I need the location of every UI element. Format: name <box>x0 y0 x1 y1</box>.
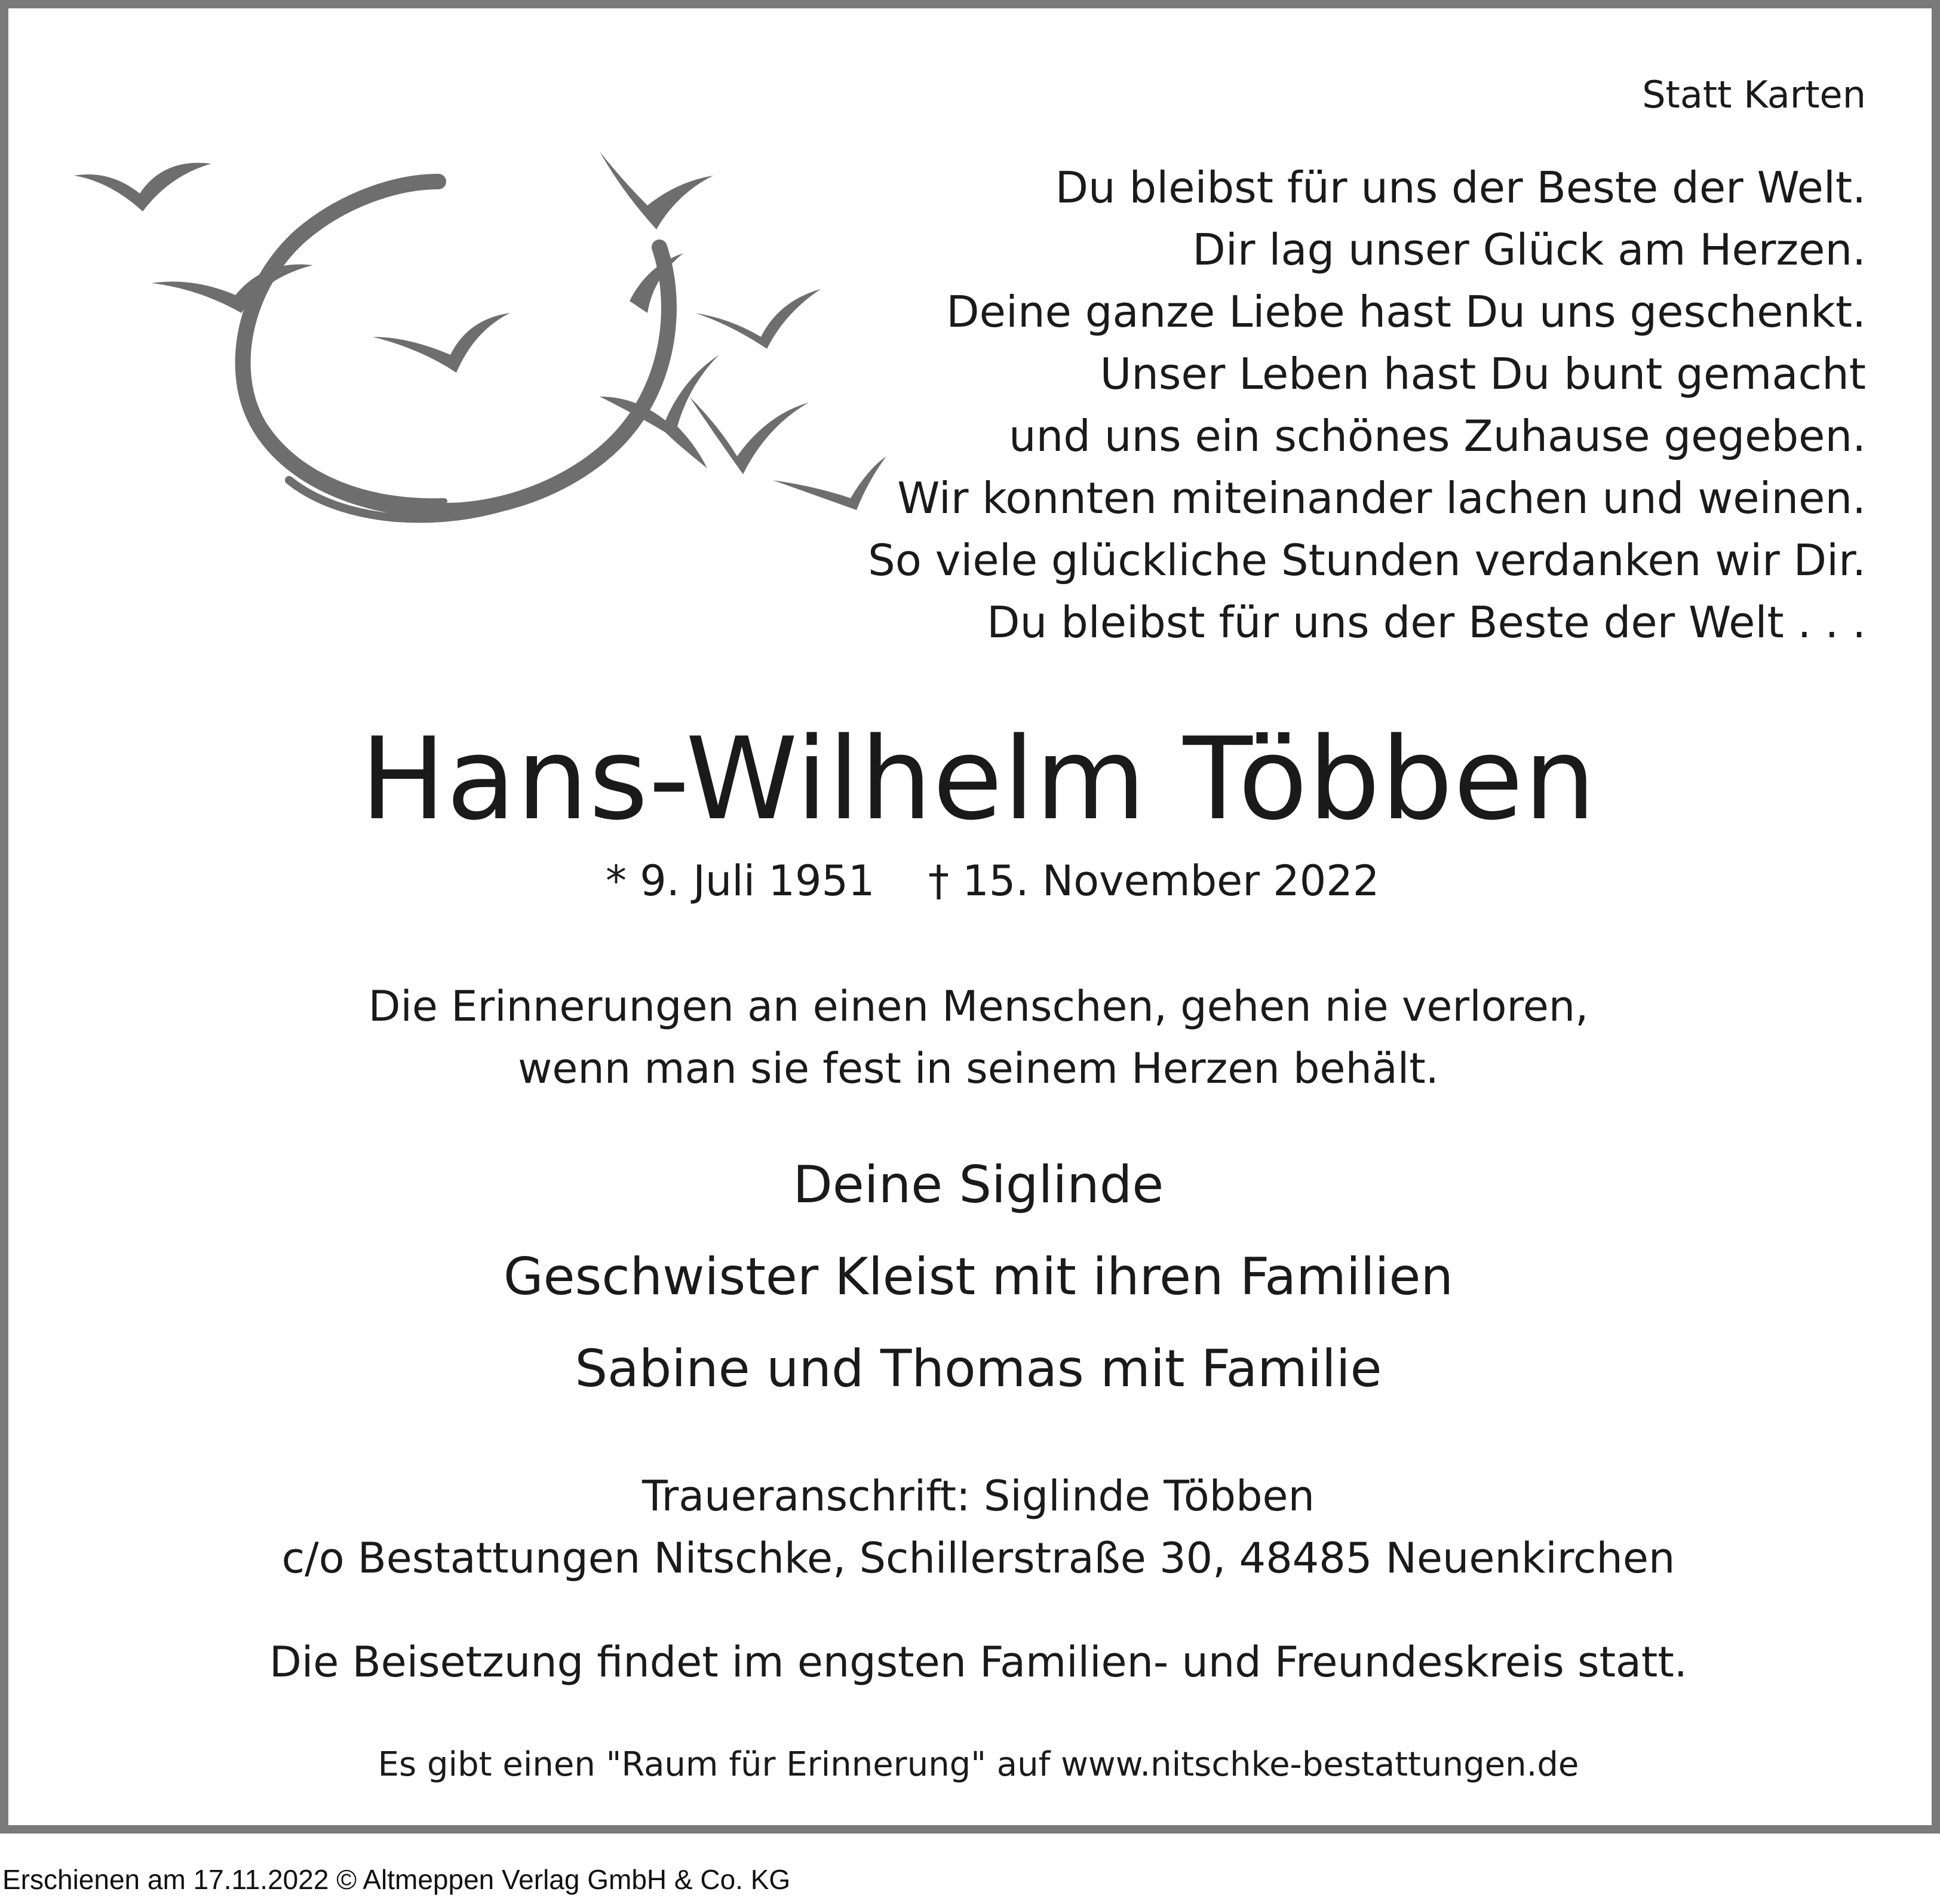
bird-icon <box>152 265 313 313</box>
poem-line: und uns ein schönes Zuhause gegeben. <box>1008 411 1866 461</box>
burial-note: Die Beisetzung findet im engsten Familien- und Freundeskreis statt. <box>269 1638 1688 1687</box>
bird-icon <box>373 313 510 373</box>
mourner-line: Geschwister Kleist mit ihren Familien <box>504 1247 1453 1307</box>
web-note: Es gibt einen "Raum für Erinnerung" auf www.nitschke-bestattungen.de <box>377 1745 1579 1784</box>
publication-footer: Erschienen am 17.11.2022 © Altmeppen Verlag GmbH & Co. KG <box>2 1864 791 1895</box>
bird-icon <box>689 397 809 474</box>
poem-line: Deine ganze Liebe hast Du uns geschenkt. <box>946 287 1866 337</box>
mourner-line: Sabine und Thomas mit Familie <box>575 1339 1382 1399</box>
poem-line: Wir konnten miteinander lachen und weinen. <box>897 473 1866 523</box>
poem-line: Dir lag unser Glück am Herzen. <box>1192 225 1866 275</box>
birth-date: * 9. Juli 1951 <box>606 856 875 905</box>
bird-icon <box>74 163 211 211</box>
quote-line: Die Erinnerungen an einen Menschen, gehen nie verloren, <box>368 982 1589 1031</box>
poem-line: Du bleibst für uns der Beste der Welt . . . <box>987 597 1866 647</box>
poem-line: So viele glückliche Stunden verdanken wir Dir. <box>868 535 1866 585</box>
bird-icon <box>600 152 713 229</box>
poem-line: Du bleibst für uns der Beste der Welt. <box>1055 162 1866 213</box>
statt-karten-label: Statt Karten <box>1642 73 1866 116</box>
death-date: † 15. November 2022 <box>928 856 1380 905</box>
address-line: c/o Bestattungen Nitschke, Schillerstraße 30, 48485 Neuenkirchen <box>281 1534 1675 1583</box>
poem-line: Unser Leben hast Du bunt gemacht <box>1100 349 1866 399</box>
bird-icon <box>695 289 821 349</box>
address-line: Traueranschrift: Siglinde Többen <box>642 1472 1315 1521</box>
mourner-line: Deine Siglinde <box>793 1155 1164 1215</box>
deceased-name: Hans-Wilhelm Többen <box>360 713 1597 845</box>
quote-line: wenn man sie fest in seinem Herzen behält. <box>518 1044 1439 1093</box>
bird-icon <box>773 456 886 510</box>
moon-birds-illustration <box>74 146 898 552</box>
